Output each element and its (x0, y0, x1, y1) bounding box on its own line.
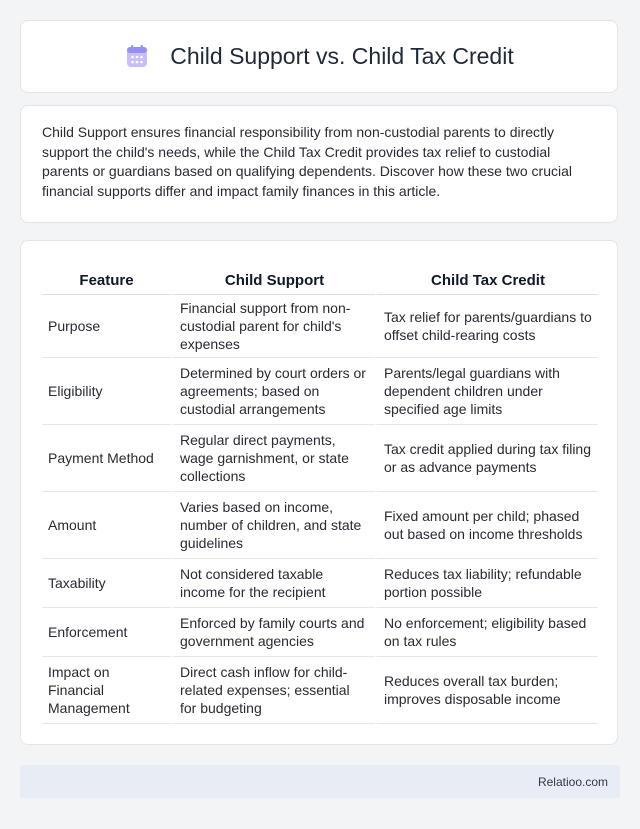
table-row (42, 295, 598, 358)
table-row (42, 358, 598, 425)
child-support-cell: Enforced by family courts and government agencies (171, 608, 375, 657)
child-support-cell: Direct cash inflow for child-related expenses; essential for budgeting (171, 657, 375, 724)
table-row (42, 425, 598, 492)
feature-cell: Amount (42, 492, 171, 559)
table-row (42, 657, 598, 724)
child-tax-credit-cell: No enforcement; eligibility based on tax rules (375, 608, 598, 657)
child-tax-credit-cell: Tax relief for parents/guardians to offset child-rearing costs (375, 295, 598, 358)
child-tax-credit-cell: Parents/legal guardians with dependent children under specified age limits (375, 358, 598, 425)
child-support-cell: Not considered taxable income for the recipient (171, 559, 375, 608)
child-tax-credit-cell: Reduces tax liability; refundable portion possible (375, 559, 598, 608)
child-tax-credit-cell: Tax credit applied during tax filing or as advance payments (375, 425, 598, 492)
child-tax-credit-cell: Fixed amount per child; phased out based on income thresholds (375, 492, 598, 559)
feature-cell: Purpose (42, 295, 171, 358)
feature-cell: Enforcement (42, 608, 171, 657)
child-support-cell: Financial support from non-custodial parent for child's expenses (171, 295, 375, 358)
table-row (42, 608, 598, 657)
feature-cell: Payment Method (42, 425, 171, 492)
footer-bar (20, 765, 620, 798)
child-support-cell: Regular direct payments, wage garnishment, or state collections (171, 425, 375, 492)
header-child-tax-credit: Child Tax Credit (375, 264, 598, 295)
feature-cell: Eligibility (42, 358, 171, 425)
calendar-icon (124, 44, 150, 70)
page-title: Child Support vs. Child Tax Credit (170, 43, 514, 69)
header-feature: Feature (42, 264, 171, 295)
child-tax-credit-cell: Reduces overall tax burden; improves disposable income (375, 657, 598, 724)
feature-cell: Taxability (42, 559, 171, 608)
table-row (42, 559, 598, 608)
footer-brand-link[interactable]: Relatioo.com (537, 774, 608, 789)
intro-card (20, 105, 618, 223)
header-child-support: Child Support (171, 264, 375, 295)
title-card (20, 20, 618, 93)
table-header-row (42, 264, 598, 295)
comparison-card (20, 240, 618, 745)
child-support-cell: Determined by court orders or agreements; based on custodial arrangements (171, 358, 375, 425)
child-support-cell: Varies based on income, number of children, and state guidelines (171, 492, 375, 559)
feature-cell: Impact on Financial Management (42, 657, 171, 724)
comparison-table (42, 264, 598, 724)
intro-paragraph: Child Support ensures financial responsibility from non-custodial parents to directly support the child's needs, while the Child Tax Credit provides tax relief to custodial parents or guardians based on qualifying dependents. Discover how these two crucial financial supports differ and impact family finances in this article. (42, 124, 572, 199)
table-row (42, 492, 598, 559)
title-wrap (21, 21, 617, 92)
